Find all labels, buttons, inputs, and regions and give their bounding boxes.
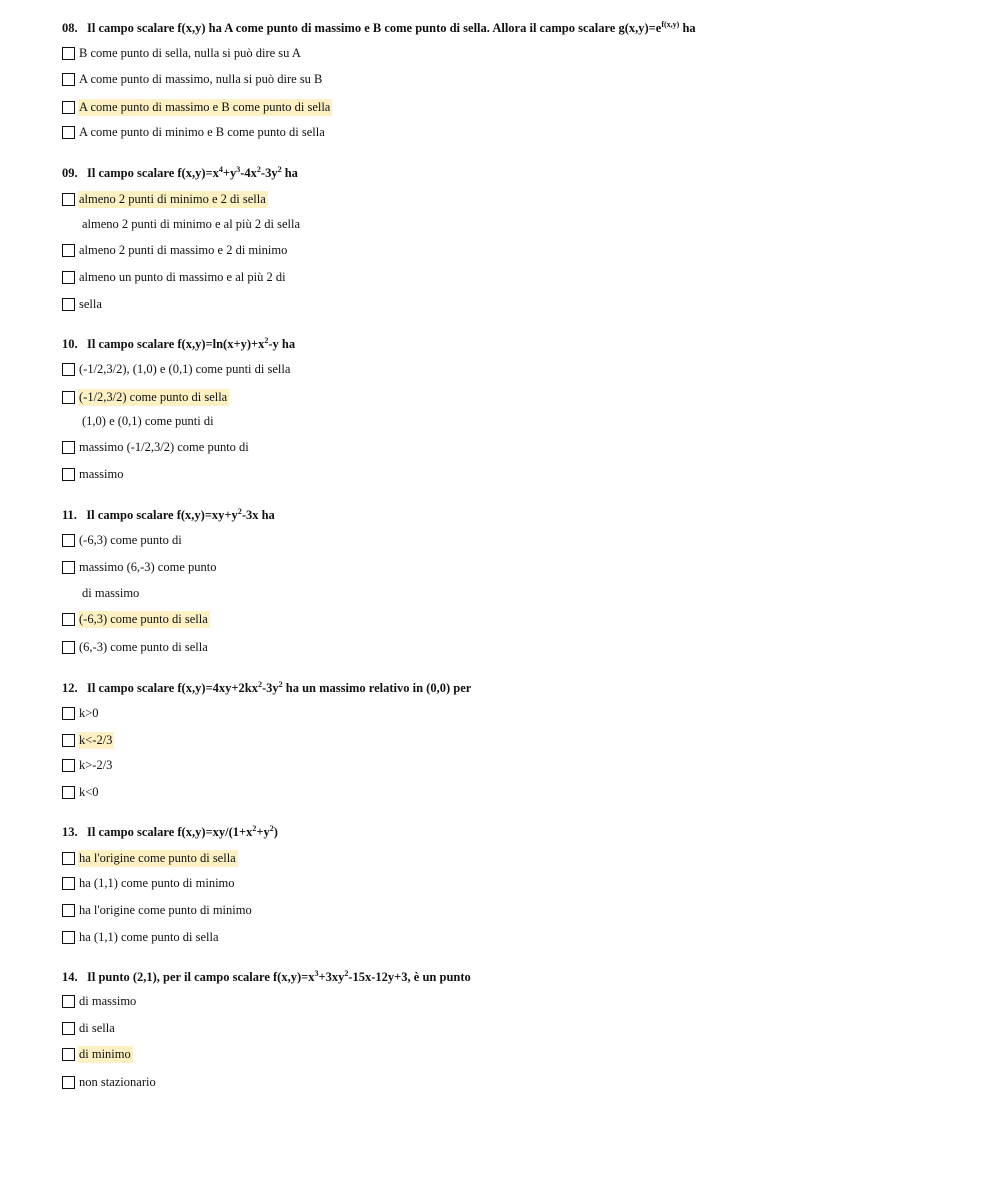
- option-no-checkbox: [62, 584, 141, 602]
- checkbox[interactable]: [62, 298, 75, 311]
- checkbox[interactable]: [62, 441, 75, 454]
- question-12-title: [62, 680, 471, 696]
- question-08-title: [62, 20, 696, 36]
- superscript: 2: [277, 165, 282, 174]
- option-label: ha (1,1) come punto di sella: [79, 929, 219, 944]
- question-text: -y ha: [268, 337, 296, 352]
- option-label: B come punto di sella, nulla si può dire su A: [79, 45, 301, 60]
- checkbox[interactable]: [62, 995, 75, 1008]
- option[interactable]: [62, 992, 138, 1010]
- option-label: k<-2/3: [79, 732, 113, 747]
- question-text: -3y: [260, 166, 278, 181]
- option-label: di sella: [79, 1020, 115, 1035]
- option-label: massimo: [79, 466, 124, 481]
- checkbox[interactable]: [62, 641, 75, 654]
- checkbox[interactable]: [62, 931, 75, 944]
- option-label: A come punto di massimo e B come punto di sella: [79, 99, 331, 114]
- option-highlighted[interactable]: [62, 98, 332, 116]
- option[interactable]: [62, 756, 114, 774]
- question-text: -3x ha: [241, 508, 275, 523]
- option-label: (-6,3) come punto di sella: [79, 611, 208, 626]
- option-label: (1,0) e (0,1) come punti di: [82, 413, 214, 428]
- question-number: 13.: [62, 825, 78, 840]
- checkbox[interactable]: [62, 852, 75, 865]
- checkbox[interactable]: [62, 534, 75, 547]
- question-text: ): [273, 825, 278, 840]
- option[interactable]: [62, 360, 292, 378]
- question-number: 08.: [62, 21, 78, 36]
- checkbox[interactable]: [62, 193, 75, 206]
- checkbox[interactable]: [62, 391, 75, 404]
- superscript: 2: [252, 824, 257, 833]
- question-text: +3xy: [318, 970, 345, 985]
- superscript: f(x,y): [661, 20, 680, 29]
- checkbox[interactable]: [62, 904, 75, 917]
- question-text: Il campo scalare f(x,y)=ln(x+y)+x: [87, 337, 265, 352]
- option[interactable]: [62, 123, 327, 141]
- checkbox[interactable]: [62, 73, 75, 86]
- option-label: ha l'origine come punto di minimo: [79, 902, 252, 917]
- question-text: ha un massimo relativo in (0,0) per: [282, 681, 472, 696]
- option-no-checkbox: [62, 412, 216, 430]
- question-text: Il campo scalare f(x,y)=x: [87, 166, 219, 181]
- option-highlighted[interactable]: [62, 388, 229, 406]
- question-number: 14.: [62, 970, 78, 985]
- checkbox[interactable]: [62, 707, 75, 720]
- checkbox[interactable]: [62, 613, 75, 626]
- option-label: A come punto di massimo, nulla si può dire su B: [79, 71, 323, 86]
- option[interactable]: [62, 783, 101, 801]
- question-text: -4x: [240, 166, 257, 181]
- option-label: (-1/2,3/2) come punto di sella: [79, 389, 228, 404]
- option-no-checkbox: [62, 215, 302, 233]
- superscript: 4: [218, 165, 223, 174]
- question-text: Il campo scalare f(x,y)=4xy+2kx: [87, 681, 258, 696]
- option[interactable]: [62, 874, 237, 892]
- option-label: A come punto di minimo e B come punto di sella: [79, 124, 325, 139]
- checkbox[interactable]: [62, 101, 75, 114]
- option[interactable]: [62, 928, 221, 946]
- question-number: 10.: [62, 337, 78, 352]
- option[interactable]: [62, 1073, 158, 1091]
- question-number: 11.: [62, 508, 77, 523]
- option-label: massimo (-1/2,3/2) come punto di: [79, 439, 249, 454]
- checkbox[interactable]: [62, 1048, 75, 1061]
- question-number: 09.: [62, 166, 78, 181]
- option-label: k>0: [79, 705, 99, 720]
- checkbox[interactable]: [62, 47, 75, 60]
- option[interactable]: [62, 295, 104, 313]
- option-label: non stazionario: [79, 1074, 156, 1089]
- option-highlighted[interactable]: [62, 1045, 133, 1063]
- question-text: Il campo scalare f(x,y)=xy+y: [86, 508, 238, 523]
- question-text: +y: [222, 166, 237, 181]
- superscript: 2: [344, 969, 349, 978]
- checkbox[interactable]: [62, 363, 75, 376]
- superscript: 2: [237, 507, 242, 516]
- option-label: almeno 2 punti di minimo e al più 2 di sella: [82, 216, 301, 231]
- question-text: -15x-12y+3, è un punto: [348, 970, 471, 985]
- option-highlighted[interactable]: [62, 731, 114, 749]
- superscript: 2: [278, 680, 283, 689]
- option[interactable]: [62, 465, 125, 483]
- option-label: massimo (6,-3) come punto: [79, 559, 217, 574]
- checkbox[interactable]: [62, 244, 75, 257]
- question-text: -3y: [261, 681, 279, 696]
- question-14-title: [62, 969, 471, 985]
- option[interactable]: [62, 704, 101, 722]
- option[interactable]: [62, 44, 303, 62]
- checkbox[interactable]: [62, 271, 75, 284]
- option-label: di massimo: [82, 585, 140, 600]
- option[interactable]: [62, 268, 288, 286]
- option[interactable]: [62, 241, 289, 259]
- option-highlighted[interactable]: [62, 610, 210, 628]
- option-label: (-6,3) come punto di: [79, 532, 182, 547]
- option-label: ha l'origine come punto di sella: [79, 850, 236, 865]
- question-text: ha: [281, 166, 298, 181]
- question-09-title: [62, 165, 298, 181]
- option-label: ha (1,1) come punto di minimo: [79, 875, 235, 890]
- option-label: almeno 2 punti di massimo e 2 di minimo: [79, 242, 288, 257]
- option-label: (6,-3) come punto di sella: [79, 639, 208, 654]
- checkbox[interactable]: [62, 1076, 75, 1089]
- superscript: 2: [269, 824, 274, 833]
- question-text: Il punto (2,1), per il campo scalare f(x,y)=x: [87, 970, 315, 985]
- question-text: +y: [256, 825, 270, 840]
- option[interactable]: [62, 1019, 117, 1037]
- option-label: k<0: [79, 784, 99, 799]
- checkbox[interactable]: [62, 468, 75, 481]
- checkbox[interactable]: [62, 1022, 75, 1035]
- superscript: 2: [264, 336, 269, 345]
- option-highlighted[interactable]: [62, 190, 268, 208]
- superscript: 3: [314, 969, 319, 978]
- option[interactable]: [62, 70, 324, 88]
- question-13-title: [62, 824, 278, 840]
- option[interactable]: [62, 531, 184, 549]
- option[interactable]: [62, 558, 218, 576]
- question-11-title: [62, 507, 275, 523]
- superscript: 2: [257, 680, 262, 689]
- checkbox[interactable]: [62, 877, 75, 890]
- option-label: (-1/2,3/2), (1,0) e (0,1) come punti di sella: [79, 361, 291, 376]
- checkbox[interactable]: [62, 734, 75, 747]
- question-text: ha: [679, 21, 696, 36]
- option-label: k>-2/3: [79, 757, 113, 772]
- question-text: Il campo scalare f(x,y)=xy/(1+x: [87, 825, 253, 840]
- option-label: almeno 2 punti di minimo e 2 di sella: [79, 191, 266, 206]
- question-10-title: [62, 336, 295, 352]
- option-label: di massimo: [79, 993, 137, 1008]
- option[interactable]: [62, 438, 251, 456]
- option-highlighted[interactable]: [62, 849, 238, 867]
- checkbox[interactable]: [62, 759, 75, 772]
- checkbox[interactable]: [62, 786, 75, 799]
- option-label: di minimo: [79, 1046, 131, 1061]
- superscript: 2: [256, 165, 261, 174]
- superscript: 3: [236, 165, 241, 174]
- question-text: Il campo scalare f(x,y) ha A come punto di massimo e B come punto di sella. Allora il campo scalare g(x,y)=e: [87, 21, 662, 36]
- checkbox[interactable]: [62, 561, 75, 574]
- option-label: almeno un punto di massimo e al più 2 di: [79, 269, 286, 284]
- checkbox[interactable]: [62, 126, 75, 139]
- option-label: sella: [79, 296, 102, 311]
- option[interactable]: [62, 638, 210, 656]
- question-number: 12.: [62, 681, 78, 696]
- option[interactable]: [62, 901, 254, 919]
